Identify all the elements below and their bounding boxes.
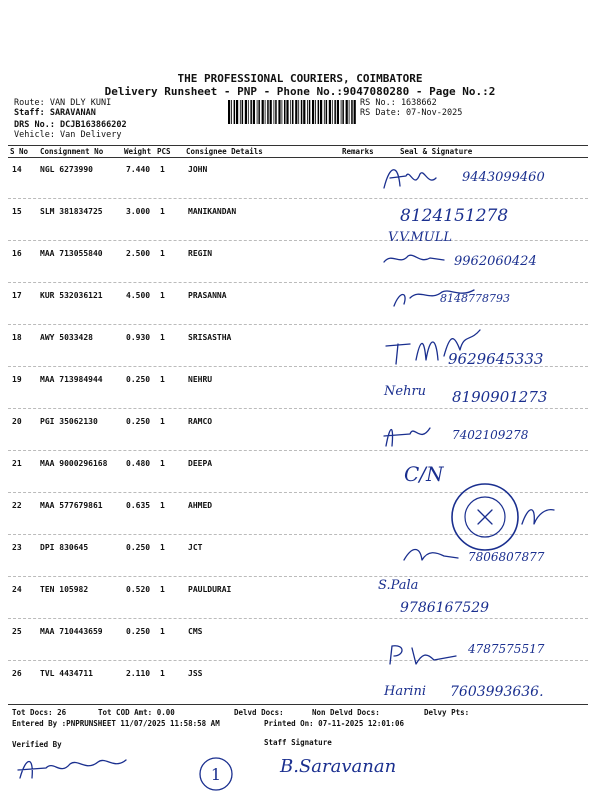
row-consignment: MAA 9000296168 [40, 459, 108, 468]
row-sno: 14 [12, 165, 22, 174]
row-weight: 7.440 [126, 165, 151, 174]
row-sno: 19 [12, 375, 22, 384]
drs-number: DRS No.: DCJB163866202 [14, 120, 127, 130]
handwritten-phone-16: 9962060424 [454, 254, 537, 269]
row-sno: 17 [12, 291, 22, 300]
company-title: THE PROFESSIONAL COURIERS, COIMBATORE [177, 72, 423, 85]
row-consignment: MAA 577679861 [40, 501, 103, 510]
col-pcs: PCS [157, 147, 171, 156]
row-pcs: 1 [160, 207, 165, 216]
handwritten-phone-17: 8148778793 [440, 292, 510, 305]
table-row [0, 577, 600, 619]
vehicle: Vehicle: Van Delivery [14, 130, 122, 140]
handwritten-name-19: Nehru [384, 384, 427, 399]
row-consignee: PRASANNA [188, 291, 227, 300]
signature-ahmed [518, 500, 558, 530]
row-pcs: 1 [160, 543, 165, 552]
verified-signature [14, 750, 134, 786]
row-pcs: 1 [160, 165, 165, 174]
row-sno: 16 [12, 249, 22, 258]
header-top-rule [8, 145, 588, 146]
handwritten-phone-23: 7806807877 [468, 550, 545, 564]
row-consignment: AWY 5033428 [40, 333, 93, 342]
row-weight: 0.250 [126, 375, 151, 384]
row-weight: 3.000 [126, 207, 151, 216]
verified-by-label: Verified By [12, 740, 62, 749]
col-weight: Weight [124, 147, 152, 156]
handwritten-phone-24: 9786167529 [400, 600, 490, 616]
row-consignee: SRISASTHA [188, 333, 232, 342]
meta-left [14, 98, 127, 140]
row-consignment: SLM 381834725 [40, 207, 103, 216]
row-weight: 2.500 [126, 249, 151, 258]
signature-cms [386, 640, 466, 670]
handwritten-phone-14: 9443099460 [462, 170, 545, 185]
rs-number: RS No.: 1638662 [360, 98, 437, 108]
non-delivered-docs: Non Delvd Docs: [312, 708, 380, 717]
row-weight: 0.930 [126, 333, 151, 342]
row-pcs: 1 [160, 627, 165, 636]
total-docs: Tot Docs: 26 [12, 708, 67, 717]
row-weight: 0.635 [126, 501, 151, 510]
handwritten-phone-15: 8124151278 [400, 206, 509, 226]
row-weight: 0.480 [126, 459, 151, 468]
row-pcs: 1 [160, 585, 165, 594]
row-sno: 24 [12, 585, 22, 594]
row-weight: 4.500 [126, 291, 151, 300]
col-seal: Seal & Signature [400, 147, 473, 156]
total-cod: Tot COD Amt: 0.00 [98, 708, 175, 717]
row-weight: 0.250 [126, 543, 151, 552]
row-sno: 25 [12, 627, 22, 636]
row-consignee: DEEPA [188, 459, 213, 468]
route: Route: VAN DLY KUNI [14, 98, 112, 108]
row-consignee: NEHRU [188, 375, 213, 384]
row-consignee: RAMCO [188, 417, 213, 426]
circled-number [196, 754, 236, 794]
signature-ramco [380, 418, 440, 452]
handwritten-phone-26: 7603993636. [450, 684, 544, 700]
delivery-points: Delvy Pts: [424, 708, 470, 717]
row-consignment: MAA 713055840 [40, 249, 103, 258]
handwritten-phone-18: 9629645333 [448, 350, 544, 368]
col-consignment: Consignment No [40, 147, 104, 156]
row-consignee: JSS [188, 669, 203, 678]
row-consignee: AHMED [188, 501, 213, 510]
signature-regin [380, 248, 450, 270]
row-consignee: MANIKANDAN [188, 207, 237, 216]
barcode-image [228, 100, 356, 124]
row-weight: 0.250 [126, 627, 151, 636]
handwritten-name-24: S.Pala [378, 578, 419, 593]
row-weight: 0.250 [126, 417, 151, 426]
row-consignee: PAULDURAI [188, 585, 232, 594]
row-pcs: 1 [160, 417, 165, 426]
signature-jct [400, 542, 460, 566]
footer-rule [8, 704, 588, 705]
row-consignment: KUR 532036121 [40, 291, 103, 300]
row-sno: 20 [12, 417, 22, 426]
row-consignee: JCT [188, 543, 203, 552]
row-consignment: DPI 830645 [40, 543, 89, 552]
row-weight: 2.110 [126, 669, 151, 678]
table-row [0, 283, 600, 325]
row-consignee: JOHN [188, 165, 208, 174]
meta-right [360, 98, 462, 118]
delivered-docs: Delvd Docs: [234, 708, 284, 717]
table-row [0, 199, 600, 241]
col-consignee: Consignee Details [186, 147, 263, 156]
row-pcs: 1 [160, 459, 165, 468]
handwritten-name-15: V.V.MULL [388, 230, 453, 245]
row-pcs: 1 [160, 501, 165, 510]
row-weight: 0.520 [126, 585, 151, 594]
row-pcs: 1 [160, 291, 165, 300]
row-consignee: REGIN [188, 249, 213, 258]
staff-signature-label: Staff Signature [264, 738, 332, 747]
row-pcs: 1 [160, 669, 165, 678]
staff-signature-handwritten: B.Saravanan [280, 756, 397, 777]
runsheet-subtitle: Delivery Runsheet - PNP - Phone No.:9047080280 - Page No.:2 [104, 85, 496, 98]
row-sno: 15 [12, 207, 22, 216]
handwritten-phone-25: 4787575517 [468, 642, 545, 656]
row-pcs: 1 [160, 333, 165, 342]
printed-on: Printed On: 07-11-2025 12:01:06 [264, 719, 404, 728]
row-consignee: CMS [188, 627, 203, 636]
rs-date: RS Date: 07-Nov-2025 [360, 108, 463, 118]
row-sno: 18 [12, 333, 22, 342]
staff: Staff: SARAVANAN [14, 108, 96, 118]
handwritten-name-26: Harini [384, 684, 426, 699]
row-consignment: PGI 35062130 [40, 417, 98, 426]
row-sno: 23 [12, 543, 22, 552]
row-pcs: 1 [160, 375, 165, 384]
col-sno: S No [10, 147, 29, 156]
handwritten-cn-21: C/N [404, 462, 444, 486]
row-consignment: TEN 105982 [40, 585, 89, 594]
col-remarks: Remarks [342, 147, 374, 156]
entered-by: Entered By :PNPRUNSHEET 11/07/2025 11:58:58 AM [12, 719, 220, 728]
row-sno: 22 [12, 501, 22, 510]
row-pcs: 1 [160, 249, 165, 258]
row-consignment: MAA 710443659 [40, 627, 103, 636]
row-consignment: MAA 713984944 [40, 375, 103, 384]
row-consignment: TVL 4434711 [40, 669, 93, 678]
signature-john [380, 160, 460, 196]
row-sno: 26 [12, 669, 22, 678]
handwritten-phone-20: 7402109278 [452, 428, 529, 442]
row-sno: 21 [12, 459, 22, 468]
handwritten-phone-19: 8190901273 [452, 388, 548, 406]
row-consignment: NGL 6273990 [40, 165, 93, 174]
circled-number-text: 1 [210, 765, 222, 784]
